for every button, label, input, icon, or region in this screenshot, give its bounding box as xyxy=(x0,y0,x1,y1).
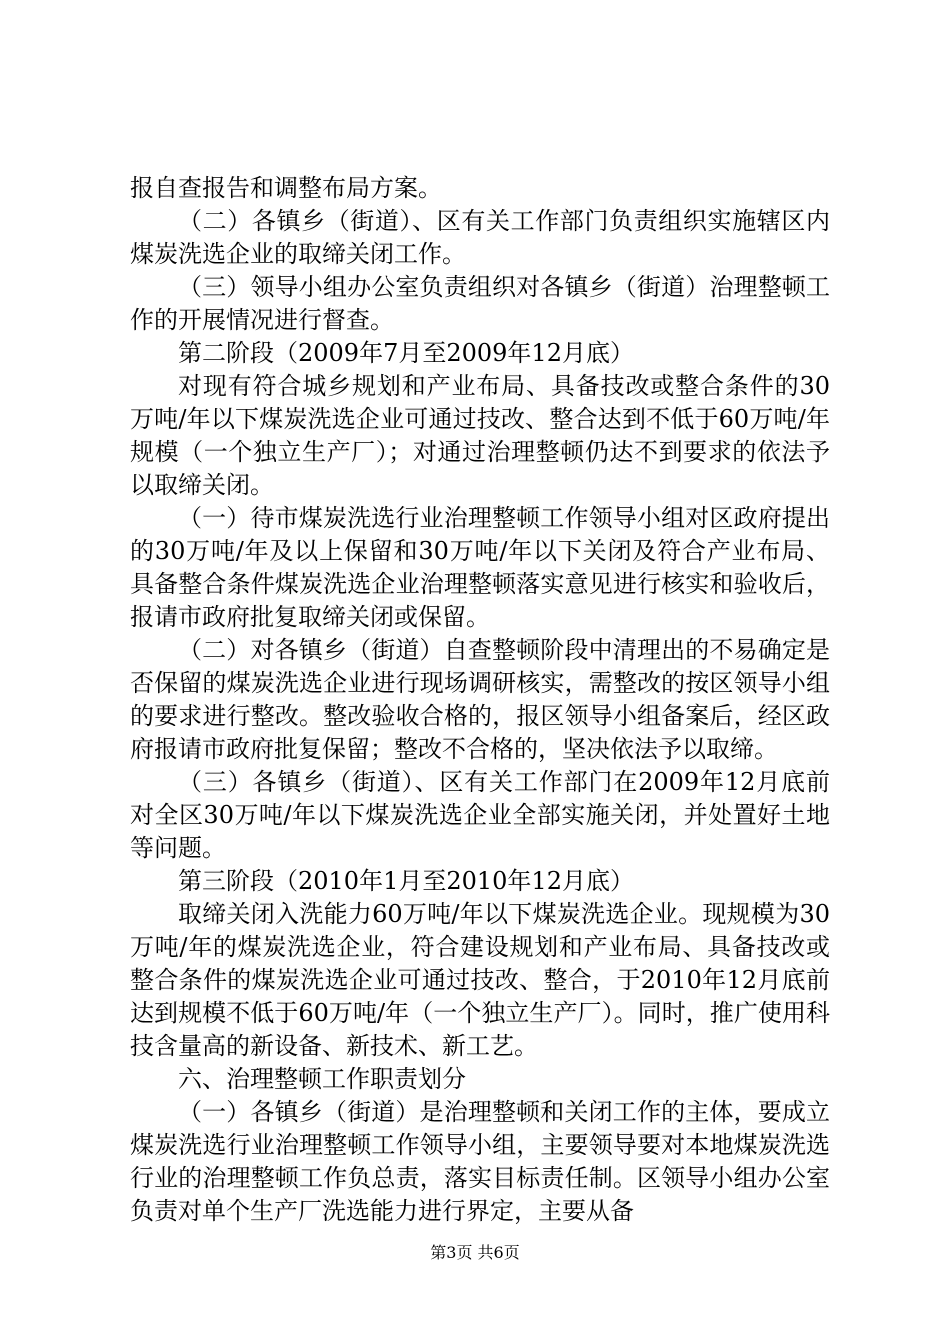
document-body xyxy=(130,172,830,1228)
paragraph-item-3: （三）领导小组办公室负责组织对各镇乡（街道）治理整顿工作的开展情况进行督查。 xyxy=(130,273,830,334)
section-six-item-1: （一）各镇乡（街道）是治理整顿和关闭工作的主体，要成立煤炭洗选行业治理整顿工作领导小组，主要领导要对本地煤炭洗选行业的治理整顿工作负总责，落实目标责任制。区领导小组办公室负责对单个生产厂洗选能力进行界定，主要从备 xyxy=(130,1098,830,1225)
stage-three-intro: 取缔关闭入洗能力60万吨/年以下煤炭洗选企业。现规模为30万吨/年的煤炭洗选企业，符合建设规划和产业布局、具备技改或整合条件的煤炭洗选企业可通过技改、整合，于2010年12月底前达到规模不低于60万吨/年（一个独立生产厂）。同时，推广使用科技含量高的新设备、新技术、新工艺。 xyxy=(130,900,830,1060)
stage-two-heading: 第二阶段（2009年7月至2009年12月底） xyxy=(178,339,634,367)
stage-three-heading: 第三阶段（2010年1月至2010年12月底） xyxy=(178,867,634,895)
paragraph-continuation: 报自查报告和调整布局方案。 xyxy=(130,174,442,202)
stage-two-item-3: （三）各镇乡（街道）、区有关工作部门在2009年12月底前对全区30万吨/年以下煤炭洗选企业全部实施关闭，并处置好土地等问题。 xyxy=(130,768,830,862)
page-number-footer: 第3页 共6页 xyxy=(430,1243,520,1262)
stage-two-item-1: （一）待市煤炭洗选行业治理整顿工作领导小组对区政府提出的30万吨/年及以上保留和30万吨/年以下关闭及符合产业布局、具备整合条件煤炭洗选企业治理整顿落实意见进行核实和验收后，报请市政府批复取缔关闭或保留。 xyxy=(130,504,830,631)
stage-two-item-2: （二）对各镇乡（街道）自查整顿阶段中清理出的不易确定是否保留的煤炭洗选企业进行现场调研核实，需整改的按区领导小组的要求进行整改。整改验收合格的，报区领导小组备案后，经区政府报请市政府批复保留；整改不合格的，坚决依法予以取缔。 xyxy=(130,636,830,763)
stage-two-intro: 对现有符合城乡规划和产业布局、具备技改或整合条件的30万吨/年以下煤炭洗选企业可通过技改、整合达到不低于60万吨/年规模（一个独立生产厂）；对通过治理整顿仍达不到要求的依法予以取缔关闭。 xyxy=(130,372,830,499)
paragraph-item-2: （二）各镇乡（街道）、区有关工作部门负责组织实施辖区内煤炭洗选企业的取缔关闭工作。 xyxy=(130,207,830,268)
section-six-heading: 六、治理整顿工作职责划分 xyxy=(178,1065,466,1093)
